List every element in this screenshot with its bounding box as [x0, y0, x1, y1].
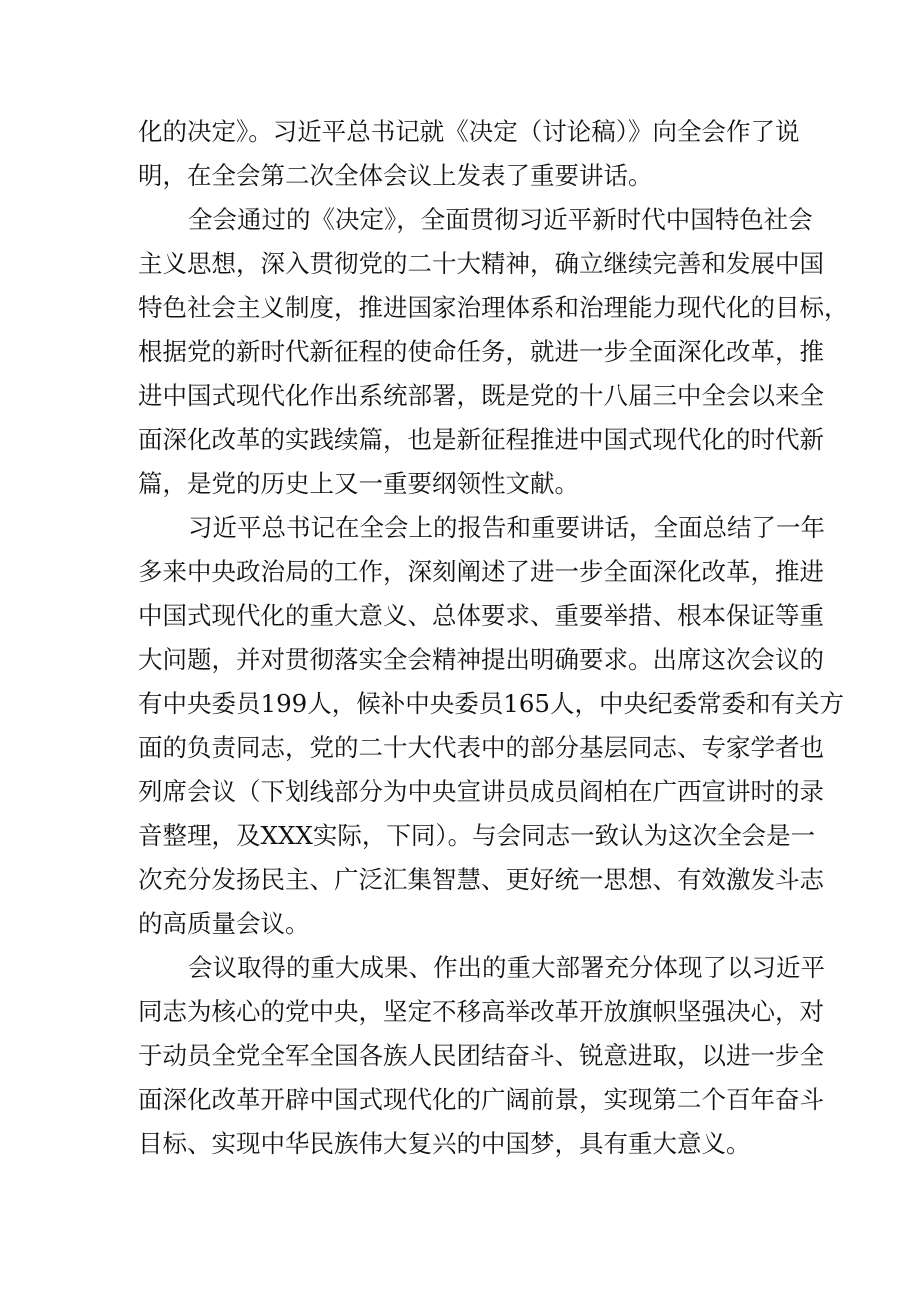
text-line: 的高质量会议。: [138, 909, 310, 938]
text-line: 目标、实现中华民族伟大复兴的中国梦，具有重大意义。: [138, 1129, 751, 1158]
text-line: 主义思想，深入贯彻党的二十大精神，确立继续完善和发展中国: [138, 249, 824, 278]
text-line: 篇，是党的历史上又一重要纲领性文献。: [138, 469, 579, 498]
text-line: 列席会议（下划线部分为中央宣讲员成员阎柏在广西宣讲时的录: [138, 777, 824, 806]
text-line: 进中国式现代化作出系统部署，既是党的十八届三中全会以来全: [138, 381, 824, 410]
paragraph-first-line: 全会通过的《决定》，全面贯彻习近平新时代中国特色社会: [188, 205, 813, 234]
text-line: 明，在全会第二次全体会议上发表了重要讲话。: [138, 161, 653, 190]
text-line: 面深化改革的实践续篇，也是新征程推进中国式现代化的时代新: [138, 425, 824, 454]
text-line: 同志为核心的党中央，坚定不移高举改革开放旗帜坚强决心，对: [138, 997, 824, 1026]
text-line: 多来中央政治局的工作，深刻阐述了进一步全面深化改革，推进: [138, 557, 824, 586]
text-line: 面的负责同志，党的二十大代表中的部分基层同志、专家学者也: [138, 733, 824, 762]
text-line: 大问题，并对贯彻落实全会精神提出明确要求。出席这次会议的: [138, 645, 824, 674]
text-line: 音整理，及XXX实际，下同）。与会同志一致认为这次全会是一: [138, 821, 816, 850]
text-line: 于动员全党全军全国各族人民团结奋斗、锐意进取，以进一步全: [138, 1041, 824, 1070]
text-line: 化的决定》。习近平总书记就《决定（讨论稿）》向全会作了说: [138, 117, 800, 146]
text-line: 特色社会主义制度，推进国家治理体系和治理能力现代化的目标，: [138, 293, 849, 322]
text-line: 次充分发扬民主、广泛汇集智慧、更好统一思想、有效激发斗志: [138, 865, 824, 894]
text-line: 面深化改革开辟中国式现代化的广阔前景，实现第二个百年奋斗: [138, 1085, 824, 1114]
paragraph-first-line: 习近平总书记在全会上的报告和重要讲话，全面总结了一年: [188, 513, 825, 542]
text-line: 中国式现代化的重大意义、总体要求、重要举措、根本保证等重: [138, 601, 824, 630]
paragraph-first-line: 会议取得的重大成果、作出的重大部署充分体现了以习近平: [188, 953, 825, 982]
text-line: 根据党的新时代新征程的使命任务，就进一步全面深化改革，推: [138, 337, 824, 366]
text-line: 有中央委员199人，候补中央委员165人，中央纪委常委和有关方: [138, 689, 845, 718]
